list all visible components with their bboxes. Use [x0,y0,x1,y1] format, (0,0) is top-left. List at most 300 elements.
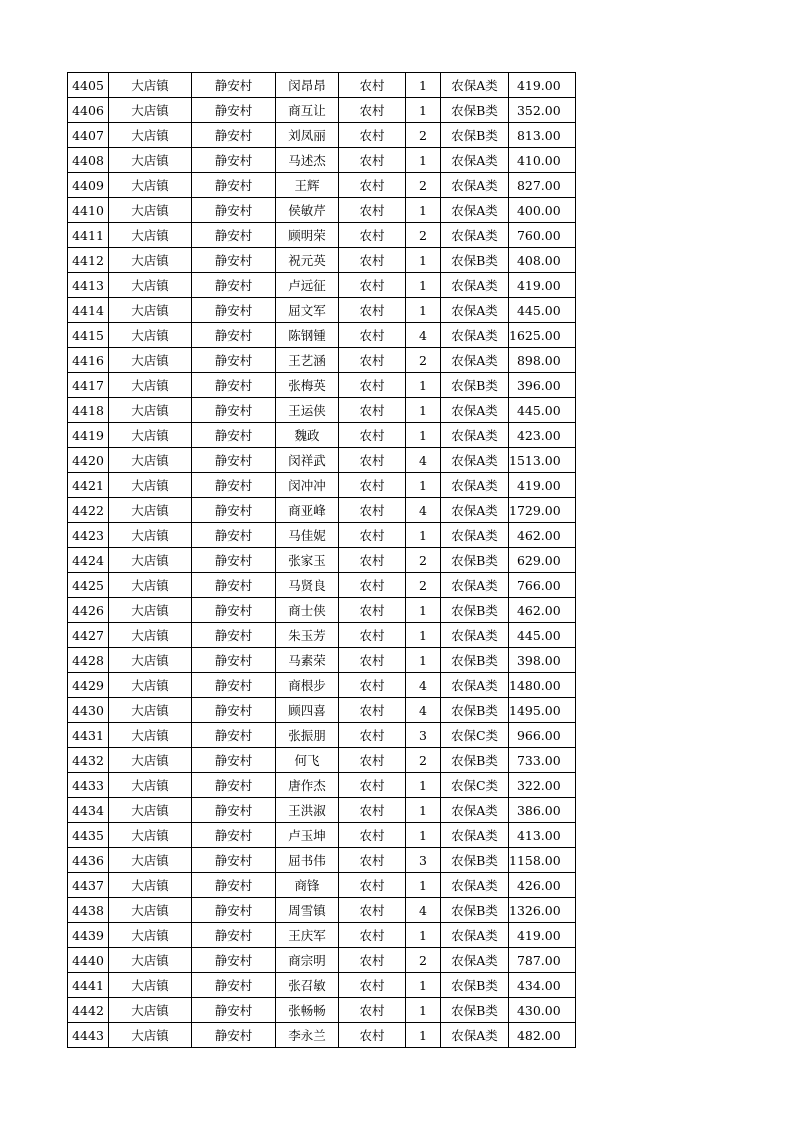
table-row [68,498,576,523]
table-row [68,473,576,498]
name-cell: 商互让 [276,98,339,123]
row-number: 4420 [68,448,109,473]
household-count-cell: 1 [406,198,441,223]
village-cell: 静安村 [192,798,276,823]
village-cell: 静安村 [192,873,276,898]
village-cell: 静安村 [192,548,276,573]
town-cell: 大店镇 [109,698,192,723]
household-count-cell: 1 [406,373,441,398]
table-row [68,98,576,123]
village-cell: 静安村 [192,198,276,223]
category-cell: 农村 [339,323,406,348]
village-cell: 静安村 [192,148,276,173]
town-cell: 大店镇 [109,198,192,223]
category-cell: 农村 [339,248,406,273]
name-cell: 马述杰 [276,148,339,173]
household-count-cell: 3 [406,723,441,748]
table-row [68,673,576,698]
village-cell: 静安村 [192,323,276,348]
town-cell: 大店镇 [109,873,192,898]
category-cell: 农村 [339,673,406,698]
town-cell: 大店镇 [109,773,192,798]
amount-cell: 322.00 [509,773,576,798]
insurance-type-cell: 农保B类 [441,98,509,123]
village-cell: 静安村 [192,723,276,748]
table-row [68,273,576,298]
household-count-cell: 1 [406,873,441,898]
household-count-cell: 1 [406,248,441,273]
row-number: 4428 [68,648,109,673]
row-number: 4416 [68,348,109,373]
category-cell: 农村 [339,823,406,848]
village-cell: 静安村 [192,273,276,298]
row-number: 4405 [68,73,109,98]
town-cell: 大店镇 [109,148,192,173]
name-cell: 王运侠 [276,398,339,423]
town-cell: 大店镇 [109,423,192,448]
category-cell: 农村 [339,1023,406,1048]
row-number: 4414 [68,298,109,323]
record-table [67,72,576,1048]
insurance-type-cell: 农保A类 [441,823,509,848]
table-row [68,523,576,548]
name-cell: 刘凤丽 [276,123,339,148]
category-cell: 农村 [339,848,406,873]
category-cell: 农村 [339,348,406,373]
household-count-cell: 1 [406,273,441,298]
name-cell: 商根步 [276,673,339,698]
town-cell: 大店镇 [109,848,192,873]
name-cell: 张召敏 [276,973,339,998]
table-row [68,73,576,98]
town-cell: 大店镇 [109,348,192,373]
household-count-cell: 1 [406,298,441,323]
town-cell: 大店镇 [109,473,192,498]
table-row [68,823,576,848]
amount-cell: 482.00 [509,1023,576,1048]
row-number: 4439 [68,923,109,948]
amount-cell: 445.00 [509,623,576,648]
insurance-type-cell: 农保A类 [441,498,509,523]
village-cell: 静安村 [192,773,276,798]
name-cell: 闵冲冲 [276,473,339,498]
category-cell: 农村 [339,498,406,523]
category-cell: 农村 [339,973,406,998]
town-cell: 大店镇 [109,523,192,548]
insurance-type-cell: 农保A类 [441,73,509,98]
insurance-type-cell: 农保A类 [441,173,509,198]
village-cell: 静安村 [192,1023,276,1048]
row-number: 4441 [68,973,109,998]
amount-cell: 827.00 [509,173,576,198]
amount-cell: 898.00 [509,348,576,373]
town-cell: 大店镇 [109,648,192,673]
household-count-cell: 1 [406,998,441,1023]
insurance-type-cell: 农保C类 [441,773,509,798]
town-cell: 大店镇 [109,573,192,598]
name-cell: 马佳妮 [276,523,339,548]
table-row [68,573,576,598]
village-cell: 静安村 [192,573,276,598]
category-cell: 农村 [339,948,406,973]
town-cell: 大店镇 [109,948,192,973]
household-count-cell: 4 [406,498,441,523]
table-row [68,773,576,798]
insurance-type-cell: 农保A类 [441,148,509,173]
row-number: 4436 [68,848,109,873]
town-cell: 大店镇 [109,823,192,848]
village-cell: 静安村 [192,648,276,673]
amount-cell: 813.00 [509,123,576,148]
amount-cell: 423.00 [509,423,576,448]
insurance-type-cell: 农保A类 [441,223,509,248]
village-cell: 静安村 [192,823,276,848]
name-cell: 商锋 [276,873,339,898]
table-row [68,148,576,173]
row-number: 4424 [68,548,109,573]
name-cell: 朱玉芳 [276,623,339,648]
name-cell: 侯敏芹 [276,198,339,223]
name-cell: 张梅英 [276,373,339,398]
town-cell: 大店镇 [109,923,192,948]
table-row [68,923,576,948]
household-count-cell: 2 [406,123,441,148]
town-cell: 大店镇 [109,123,192,148]
category-cell: 农村 [339,148,406,173]
table-row [68,648,576,673]
town-cell: 大店镇 [109,273,192,298]
name-cell: 王庆军 [276,923,339,948]
category-cell: 农村 [339,548,406,573]
household-count-cell: 1 [406,398,441,423]
village-cell: 静安村 [192,973,276,998]
amount-cell: 398.00 [509,648,576,673]
name-cell: 顾四喜 [276,698,339,723]
name-cell: 周雪镇 [276,898,339,923]
town-cell: 大店镇 [109,898,192,923]
insurance-type-cell: 农保A类 [441,523,509,548]
household-count-cell: 1 [406,598,441,623]
insurance-type-cell: 农保A类 [441,873,509,898]
category-cell: 农村 [339,123,406,148]
household-count-cell: 1 [406,623,441,648]
name-cell: 王辉 [276,173,339,198]
amount-cell: 396.00 [509,373,576,398]
household-count-cell: 2 [406,948,441,973]
row-number: 4417 [68,373,109,398]
name-cell: 屈文军 [276,298,339,323]
row-number: 4431 [68,723,109,748]
town-cell: 大店镇 [109,973,192,998]
amount-cell: 733.00 [509,748,576,773]
name-cell: 卢远征 [276,273,339,298]
table-row [68,423,576,448]
insurance-type-cell: 农保A类 [441,448,509,473]
amount-cell: 445.00 [509,298,576,323]
town-cell: 大店镇 [109,623,192,648]
name-cell: 张畅畅 [276,998,339,1023]
insurance-type-cell: 农保B类 [441,548,509,573]
town-cell: 大店镇 [109,248,192,273]
amount-cell: 426.00 [509,873,576,898]
insurance-type-cell: 农保B类 [441,848,509,873]
insurance-type-cell: 农保A类 [441,423,509,448]
category-cell: 农村 [339,198,406,223]
insurance-type-cell: 农保A类 [441,273,509,298]
row-number: 4406 [68,98,109,123]
row-number: 4422 [68,498,109,523]
row-number: 4438 [68,898,109,923]
household-count-cell: 1 [406,1023,441,1048]
town-cell: 大店镇 [109,673,192,698]
table-row [68,248,576,273]
amount-cell: 462.00 [509,523,576,548]
amount-cell: 462.00 [509,598,576,623]
category-cell: 农村 [339,73,406,98]
table-row [68,223,576,248]
row-number: 4415 [68,323,109,348]
row-number: 4434 [68,798,109,823]
row-number: 4426 [68,598,109,623]
village-cell: 静安村 [192,598,276,623]
category-cell: 农村 [339,773,406,798]
household-count-cell: 4 [406,698,441,723]
table-row [68,398,576,423]
amount-cell: 1480.00 [509,673,576,698]
household-count-cell: 2 [406,748,441,773]
household-count-cell: 1 [406,523,441,548]
village-cell: 静安村 [192,673,276,698]
household-count-cell: 4 [406,898,441,923]
table-row [68,123,576,148]
category-cell: 农村 [339,173,406,198]
insurance-type-cell: 农保B类 [441,698,509,723]
table-row [68,548,576,573]
table-row [68,873,576,898]
category-cell: 农村 [339,423,406,448]
name-cell: 张振朋 [276,723,339,748]
amount-cell: 1729.00 [509,498,576,523]
town-cell: 大店镇 [109,98,192,123]
table-row [68,198,576,223]
name-cell: 商士侠 [276,598,339,623]
insurance-type-cell: 农保A类 [441,348,509,373]
table-row [68,348,576,373]
row-number: 4413 [68,273,109,298]
row-number: 4433 [68,773,109,798]
amount-cell: 419.00 [509,473,576,498]
household-count-cell: 1 [406,923,441,948]
insurance-type-cell: 农保B类 [441,598,509,623]
row-number: 4442 [68,998,109,1023]
category-cell: 农村 [339,598,406,623]
name-cell: 屈书伟 [276,848,339,873]
row-number: 4409 [68,173,109,198]
name-cell: 唐作杰 [276,773,339,798]
name-cell: 王艺涵 [276,348,339,373]
village-cell: 静安村 [192,898,276,923]
town-cell: 大店镇 [109,548,192,573]
category-cell: 农村 [339,573,406,598]
town-cell: 大店镇 [109,998,192,1023]
amount-cell: 760.00 [509,223,576,248]
name-cell: 马素荣 [276,648,339,673]
insurance-type-cell: 农保B类 [441,898,509,923]
household-count-cell: 1 [406,973,441,998]
household-count-cell: 1 [406,473,441,498]
category-cell: 农村 [339,798,406,823]
insurance-type-cell: 农保B类 [441,648,509,673]
table-row [68,973,576,998]
row-number: 4435 [68,823,109,848]
row-number: 4432 [68,748,109,773]
category-cell: 农村 [339,273,406,298]
row-number: 4408 [68,148,109,173]
row-number: 4418 [68,398,109,423]
category-cell: 农村 [339,623,406,648]
category-cell: 农村 [339,698,406,723]
village-cell: 静安村 [192,423,276,448]
household-count-cell: 1 [406,823,441,848]
household-count-cell: 1 [406,773,441,798]
name-cell: 李永兰 [276,1023,339,1048]
table-row [68,598,576,623]
household-count-cell: 2 [406,173,441,198]
insurance-type-cell: 农保B类 [441,248,509,273]
category-cell: 农村 [339,448,406,473]
household-count-cell: 4 [406,323,441,348]
name-cell: 张家玉 [276,548,339,573]
insurance-type-cell: 农保A类 [441,923,509,948]
category-cell: 农村 [339,298,406,323]
name-cell: 卢玉坤 [276,823,339,848]
household-count-cell: 4 [406,448,441,473]
amount-cell: 434.00 [509,973,576,998]
household-count-cell: 1 [406,423,441,448]
table-row [68,623,576,648]
household-count-cell: 2 [406,548,441,573]
category-cell: 农村 [339,648,406,673]
row-number: 4419 [68,423,109,448]
town-cell: 大店镇 [109,1023,192,1048]
table-row [68,298,576,323]
amount-cell: 352.00 [509,98,576,123]
table-body [68,73,576,1048]
amount-cell: 419.00 [509,273,576,298]
row-number: 4407 [68,123,109,148]
table-row [68,998,576,1023]
insurance-type-cell: 农保A类 [441,623,509,648]
village-cell: 静安村 [192,748,276,773]
amount-cell: 1495.00 [509,698,576,723]
amount-cell: 1625.00 [509,323,576,348]
town-cell: 大店镇 [109,73,192,98]
amount-cell: 413.00 [509,823,576,848]
table-row [68,323,576,348]
insurance-type-cell: 农保A类 [441,398,509,423]
insurance-type-cell: 农保B类 [441,123,509,148]
category-cell: 农村 [339,998,406,1023]
household-count-cell: 1 [406,98,441,123]
village-cell: 静安村 [192,998,276,1023]
row-number: 4425 [68,573,109,598]
village-cell: 静安村 [192,248,276,273]
village-cell: 静安村 [192,698,276,723]
insurance-type-cell: 农保B类 [441,973,509,998]
table-row [68,848,576,873]
town-cell: 大店镇 [109,798,192,823]
town-cell: 大店镇 [109,223,192,248]
insurance-type-cell: 农保A类 [441,198,509,223]
row-number: 4412 [68,248,109,273]
name-cell: 王洪淑 [276,798,339,823]
amount-cell: 1326.00 [509,898,576,923]
town-cell: 大店镇 [109,373,192,398]
insurance-type-cell: 农保A类 [441,298,509,323]
village-cell: 静安村 [192,398,276,423]
category-cell: 农村 [339,223,406,248]
village-cell: 静安村 [192,373,276,398]
town-cell: 大店镇 [109,298,192,323]
category-cell: 农村 [339,748,406,773]
table-row [68,448,576,473]
name-cell: 何飞 [276,748,339,773]
town-cell: 大店镇 [109,173,192,198]
category-cell: 农村 [339,723,406,748]
name-cell: 魏政 [276,423,339,448]
row-number: 4443 [68,1023,109,1048]
name-cell: 闵昂昂 [276,73,339,98]
insurance-type-cell: 农保B类 [441,748,509,773]
household-count-cell: 1 [406,648,441,673]
village-cell: 静安村 [192,173,276,198]
category-cell: 农村 [339,923,406,948]
row-number: 4427 [68,623,109,648]
amount-cell: 766.00 [509,573,576,598]
insurance-type-cell: 农保A类 [441,573,509,598]
town-cell: 大店镇 [109,323,192,348]
table-row [68,898,576,923]
insurance-type-cell: 农保A类 [441,473,509,498]
insurance-type-cell: 农保A类 [441,1023,509,1048]
town-cell: 大店镇 [109,398,192,423]
household-count-cell: 3 [406,848,441,873]
category-cell: 农村 [339,523,406,548]
household-count-cell: 2 [406,573,441,598]
table-row [68,698,576,723]
category-cell: 农村 [339,473,406,498]
category-cell: 农村 [339,898,406,923]
town-cell: 大店镇 [109,598,192,623]
household-count-cell: 4 [406,673,441,698]
name-cell: 陈钢锺 [276,323,339,348]
village-cell: 静安村 [192,348,276,373]
insurance-type-cell: 农保A类 [441,673,509,698]
insurance-type-cell: 农保B类 [441,998,509,1023]
row-number: 4440 [68,948,109,973]
insurance-type-cell: 农保A类 [441,798,509,823]
amount-cell: 419.00 [509,923,576,948]
name-cell: 顾明荣 [276,223,339,248]
village-cell: 静安村 [192,948,276,973]
village-cell: 静安村 [192,923,276,948]
row-number: 4421 [68,473,109,498]
name-cell: 祝元英 [276,248,339,273]
amount-cell: 629.00 [509,548,576,573]
town-cell: 大店镇 [109,748,192,773]
town-cell: 大店镇 [109,448,192,473]
amount-cell: 1158.00 [509,848,576,873]
